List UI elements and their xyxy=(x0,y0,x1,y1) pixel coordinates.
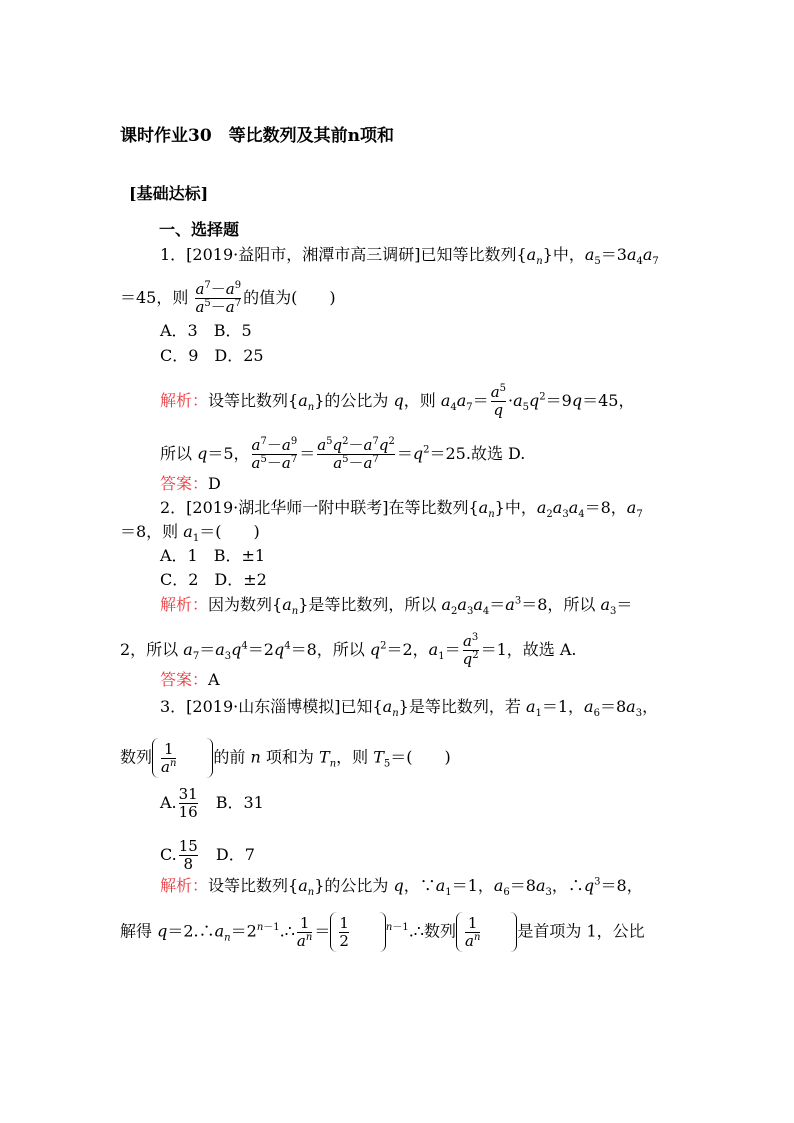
q2-answer-value: A xyxy=(208,670,220,689)
q2-stem-line1: 2．[2019·湖北华师一附中联考]在等比数列$\{a_n\}$中，$a_2a_3a_4=8$，$a_7$ xyxy=(160,498,643,521)
q3-analysis-line1: 解析：设等比数列$\{a_n\}$的公比为 q，$\because a_1=1$，$a_6=8a_3$，$\therefore q^3=8$， xyxy=(160,876,643,899)
q1-analysis-line2: 所以 q＝5， $\frac{a^7-a^9}{a^5-a^7}$ ＝ $\frac{a^5q^2-a^7q^2}{a^5-a^7}$ $=q^2=25$.故选 D. xyxy=(160,436,526,472)
q3-stem-line2: 数列 $\frac{1}{a^n}$ 的前 n 项和为 $T_n$，则 $T_5=$( ) xyxy=(120,738,451,778)
q2-answer-label: 答案： xyxy=(160,670,209,689)
section-heading: [基础达标] xyxy=(129,184,209,203)
q2-options-row1: A．1 B．±1 xyxy=(160,546,266,565)
q3-options-row2: C. $\frac{15}{8}$ D．7 xyxy=(160,837,255,873)
part-heading: 一、选择题 xyxy=(159,220,240,239)
q1-answer-label: 答案： xyxy=(160,474,209,493)
q1-answer xyxy=(160,474,221,494)
q1-options-row2: C．9 D．25 xyxy=(160,346,264,365)
q2-options-row2: C．2 D．±2 xyxy=(160,570,267,589)
q1-stem-line2: ＝45，则 $\frac{a^7-a^9}{a^5-a^7}$ 的值为( ) xyxy=(120,280,336,316)
q1-analysis-line1: 解析：设等比数列$\{a_n\}$的公比为 q，则 $a_4a_7=$ $\frac{a^5}{q}$ $\cdot a_5q^2=9q=45$， xyxy=(160,383,635,419)
q2-analysis-line2: 2，所以 $a_7=a_3q^4=2q^4=8$，所以 $q^2=2$，$a_1=$ $\frac{a^3}{q^2}$ ＝1，故选 A. xyxy=(120,632,577,668)
q3-analysis-line2: 解得 $q=2.\therefore a_n=2^{n-1}.\therefore$ $\frac{1}{a^n}$ ＝ $\frac{1}{2}$ $^{n-1}$.∴数列 $\frac{1}{a^n}$ 是首项为 1，公比 xyxy=(120,912,645,952)
q2-answer xyxy=(160,670,220,690)
q2-analysis-line1: 解析：因为数列$\{a_n\}$是等比数列，所以 $a_2a_3a_4=a^3=8$，所以 $a_3=$ xyxy=(160,595,633,618)
q1-options-row1: A．3 B．5 xyxy=(160,321,252,340)
q1-answer-value: D xyxy=(208,474,221,493)
q2-stem-line2: ＝8，则 $a_1=$( ) xyxy=(120,522,260,545)
page-title: 课时作业30 等比数列及其前n项和 xyxy=(120,126,395,146)
q3-analysis-label: 解析： xyxy=(160,876,209,895)
q3-options-row1: A. $\frac{31}{16}$ B．31 xyxy=(160,785,264,821)
q1-stem-line1: 1．[2019·益阳市，湘潭市高三调研]已知等比数列$\{a_n\}$中，$a_5=3a_4a_7$ xyxy=(160,245,659,268)
q3-stem-line1: 3．[2019·山东淄博模拟]已知$\{a_n\}$是等比数列，若 $a_1=1$，$a_6=8a_3$， xyxy=(160,697,659,720)
q1-analysis-label: 解析： xyxy=(160,391,209,410)
q2-analysis-label: 解析： xyxy=(160,595,209,614)
